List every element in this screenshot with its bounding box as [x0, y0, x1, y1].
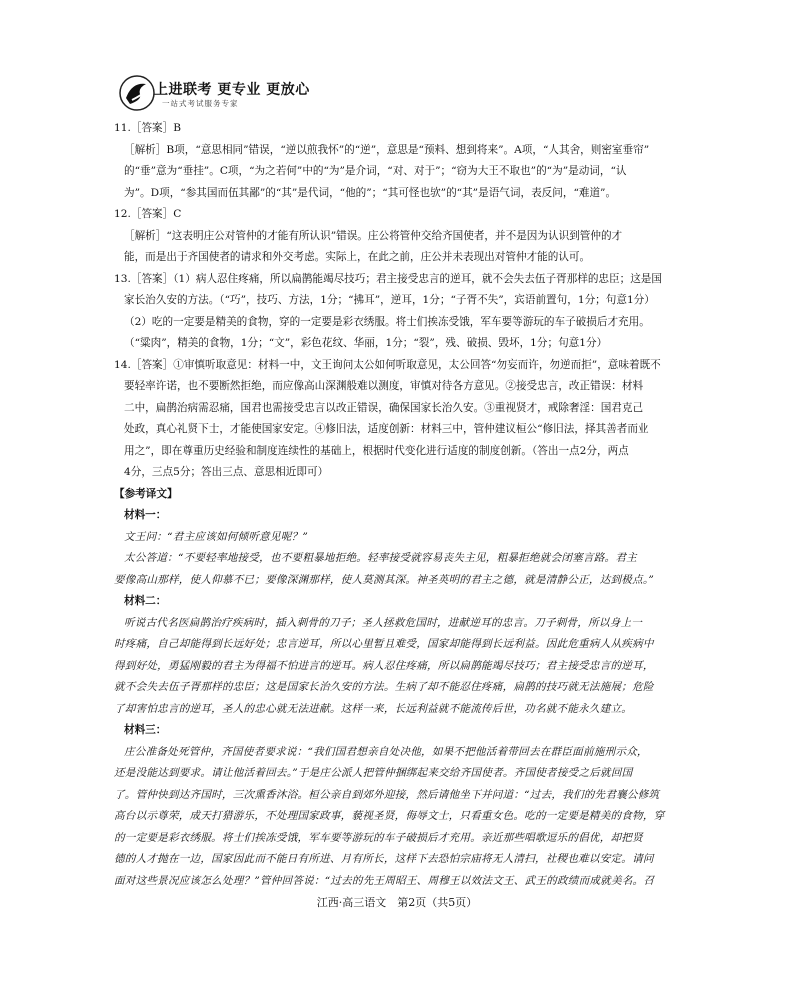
q12-analysis-line: ［解析］“这表明庄公对管仲的才能有所认识”错误。庄公将管仲交给齐国使者，并不是因为认识到管仲的才 [124, 229, 623, 242]
q12-answer: 12.［答案］C [114, 208, 182, 220]
q13-part2-line: （“粱肉”，精美的食物，1分；“文”，彩色花纹、华丽，1分；“裂”，残、破损、毁坏，1分；句意1分） [124, 337, 608, 349]
material-3-line: 面对这些景况应该怎么处理？”管仲回答说：“过去的先王周昭王、周穆王以效法文王、武王的政绩而成就美名。召 [114, 874, 655, 887]
q14-answer-line: 14.［答案］①审慎听取意见：材料一中，文王询问太公如何听取意见，太公回答“勿妄而许，勿逆而拒”，意味着既不 [114, 358, 661, 371]
brand-slogan: 上进联考 更专业 更放心 [154, 82, 310, 98]
publisher-logo-icon [118, 74, 156, 112]
q14-answer-line: 用之”，即在尊重历史经验和制度连续性的基础上，根据时代变化进行适度的制度创新。（答出一点2分，两点 [124, 444, 629, 457]
q14-answer-line: 要轻率许诺，也不要断然拒绝，而应像高山深渊般难以测度，审慎对待各方意见。②接受忠言，改正错误：材料 [124, 380, 644, 392]
q11-analysis-line: 的“垂”意为“垂挂”。C项，“为之若何”中的“为”是介词，“对、对于”；“窃为大王不取也”的“为”是动词，“认 [124, 165, 627, 177]
material-3-line: 了。管仲快到达齐国时，三次熏香沐浴。桓公亲自到郊外迎接，然后请他坐下并问道：“过去，我们的先君襄公修筑 [114, 788, 660, 801]
q14-answer-line: 处政，真心礼贤下士，才能使国家安定。④修旧法，适度创新：材料三中，管仲建议桓公“修旧法，择其善者而业 [124, 423, 649, 435]
q11-analysis-line: 为”。D项，“参其国而伍其鄙”的“其”是代词，“他的”；“其可怪也欤”的“其”是语气词，表反问，“难道”。 [124, 186, 617, 199]
page-body [114, 118, 684, 892]
material-3-line: 庄公准备处死管仲，齐国使者要求说：“我们国君想亲自处决他，如果不把他活着带回去在群臣面前施刑示众， [124, 745, 648, 758]
material-3-line: 的一定要是彩衣绣服。将士们挨冻受饿，军车要等游玩的车子破损后才充用。亲近那些唱歌逗乐的倡优，却把贤 [114, 831, 643, 844]
material-3-line: 德的人才抛在一边，国家因此而不能日有所进、月有所长，这样下去恐怕宗庙将无人清扫，社稷也难以安定。请问 [114, 853, 654, 865]
material-2-line: 了却害怕忠言的逆耳，圣人的忠心就无法进献。这样一来，长远利益就不能流传后世，功名就不能永久建立。 [114, 702, 633, 715]
q13-answer-line: 13.［答案］（1）病人忍住疼痛，所以扁鹊能竭尽技巧；君主接受忠言的逆耳，就不会失去伍子胥那样的忠臣；这是国 [114, 272, 662, 285]
material-3-title: 材料三： [124, 724, 167, 736]
q13-part2-line: （2）吃的一定要是精美的食物，穿的一定要是彩衣绣服。将士们挨冻受饿，军车要等游玩的车子破损后才充用。 [124, 315, 650, 328]
page-footer: 江西·高三语文 第2页（共5页） [316, 896, 478, 909]
material-1-title: 材料一： [124, 509, 167, 521]
q11-answer: 11.［答案］B [114, 122, 182, 134]
q13-answer-line: 家长治久安的方法。（“巧”，技巧、方法，1分；“拂耳”，逆耳，1分；“子胥不失”，宾语前置句，1分；句意1分） [124, 294, 655, 306]
material-3-line: 高台以示尊荣，成天打猎游乐，不处理国家政事，藐视圣贤，侮辱文士，只看重女色。吃的一定要是精美的食物，穿 [114, 810, 665, 822]
material-3-line: 还是没能达到要求。请让他活着回去。”于是庄公派人把管仲捆绑起来交给齐国使者。齐国使者接受之后就回国 [114, 767, 633, 779]
material-2-line: 听说古代名医扁鹊治疗疾病时，插入刺骨的刀子；圣人拯救危国时，进献逆耳的忠言。刀子刺骨，所以身上一 [124, 616, 643, 629]
material-1-line: 文王问：“君主应该如何倾听意见呢？” [124, 530, 308, 543]
material-1-line: 要像高山那样，使人仰慕不已；要像深渊那样，使人莫测其深。神圣英明的君主之德，就是清静公正，达到极点。” [114, 573, 654, 586]
q14-answer-line: 4分，三点5分；答出三点、意思相近即可） [124, 466, 329, 478]
material-2-line: 得到好处，勇猛刚毅的君主为得福不怕进言的逆耳。病人忍住疼痛，所以扁鹊能竭尽技巧；君主接受忠言的逆耳， [114, 659, 654, 672]
translation-heading: 【参考译文】 [114, 487, 178, 500]
material-1-line: 太公答道：“不要轻率地接受，也不要粗暴地拒绝。轻率接受就容易丧失主见，粗暴拒绝就会闭塞言路。君主 [124, 552, 637, 564]
material-2-line: 时疼痛，自己却能得到长远好处；忠言逆耳，所以心里暂且难受，国家却能得到长远利益。因此危重病人从疾病中 [114, 638, 654, 650]
page-header [118, 74, 418, 114]
q14-answer-line: 二中，扁鹊治病需忍痛，国君也需接受忠言以改正错误，确保国家长治久安。③重视贤才，戒除奢淫：国君克己 [124, 401, 644, 414]
brand-tagline: 一站式考试服务专家 [162, 99, 239, 108]
q12-analysis-line: 能，而是出于齐国使者的请求和外交考虑。实际上，在此之前，庄公并未表现出对管仲才能的认可。 [124, 251, 591, 263]
material-2-line: 就不会失去伍子胥那样的忠臣；这是国家长治久安的方法。生病了却不能忍住疼痛，扁鹊的技巧就无法施展；危险 [114, 681, 654, 693]
q11-analysis-line: ［解析］B项，“意思相同”错误，“逆以煎我怀”的“逆”，意思是“预料、想到将来”。A项，“人其舍，则密室垂帘” [124, 143, 650, 156]
material-2-title: 材料二： [124, 595, 167, 607]
